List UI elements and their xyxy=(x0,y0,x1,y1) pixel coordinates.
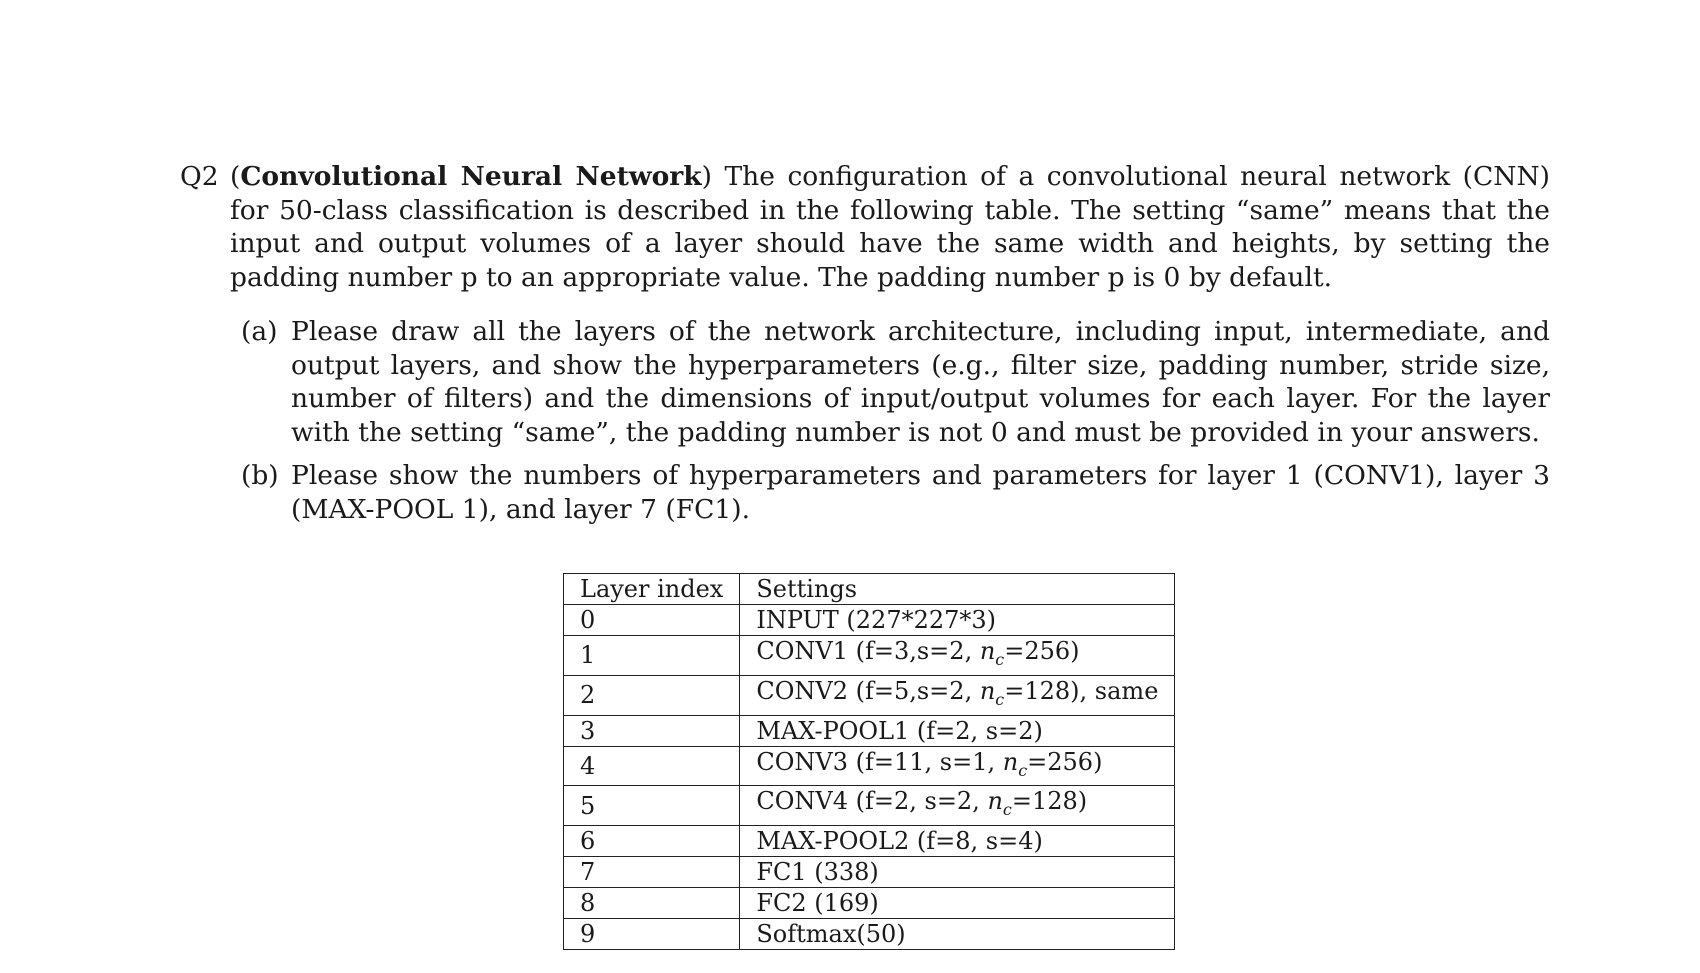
layer-index-cell: 1 xyxy=(564,636,740,676)
table-row xyxy=(564,826,1175,857)
header-settings: Settings xyxy=(740,574,1175,605)
question-text xyxy=(230,160,1550,294)
layer-config-table xyxy=(563,573,1175,950)
part-b-label: (b) xyxy=(241,460,279,491)
layer-index-cell: 2 xyxy=(564,675,740,715)
question-title: Convolutional Neural Network xyxy=(240,161,702,192)
layer-index-cell: 0 xyxy=(564,605,740,636)
question-parts xyxy=(241,315,1550,536)
question-body: The configuration of a convolutional neural network (CNN) for 50-class classification is described in the following table. The setting “same” means that the input and output volumes of a layer should have the same width and heights, by setting the padding number p to an appropriate value. The padding number p is 0 by default. xyxy=(230,161,1550,293)
title-open-paren: ( xyxy=(230,161,241,192)
header-layer-index: Layer index xyxy=(564,574,740,605)
table-row xyxy=(564,786,1175,826)
question-block xyxy=(180,160,1550,294)
layer-index-cell: 3 xyxy=(564,715,740,746)
table-row xyxy=(564,715,1175,746)
layer-index-cell: 8 xyxy=(564,888,740,919)
part-a xyxy=(241,315,1550,449)
layer-settings-cell: Softmax(50) xyxy=(740,919,1175,950)
part-a-text: Please draw all the layers of the network architecture, including input, intermediate, and output layers, and show the hyperparameters (e.g., filter size, padding number, stride size, number of filters) and the dimensions of input/output volumes for each layer. For the layer with the setting “same”, the padding number is not 0 and must be provided in your answers. xyxy=(291,316,1550,448)
table-header-row xyxy=(564,574,1175,605)
title-close-paren: ) xyxy=(701,161,712,192)
part-a-label: (a) xyxy=(241,316,278,347)
layer-settings-cell: FC2 (169) xyxy=(740,888,1175,919)
question-label: Q2 xyxy=(180,161,219,192)
part-b-text: Please show the numbers of hyperparameters and parameters for layer 1 (CONV1), layer 3 (MAX-POOL 1), and layer 7 (FC1). xyxy=(291,460,1550,525)
layer-index-cell: 7 xyxy=(564,857,740,888)
layer-index-cell: 5 xyxy=(564,786,740,826)
table-row xyxy=(564,857,1175,888)
layer-settings-cell: MAX-POOL1 (f=2, s=2) xyxy=(740,715,1175,746)
layer-settings-cell: CONV4 (f=2, s=2, $n_c=128$) xyxy=(740,786,1175,826)
layer-settings-cell: CONV3 (f=11, s=1, $n_c=256$) xyxy=(740,746,1175,786)
table-row xyxy=(564,605,1175,636)
layer-index-cell: 6 xyxy=(564,826,740,857)
table-row xyxy=(564,919,1175,950)
layer-settings-cell: CONV1 (f=3,s=2, $n_c=256$) xyxy=(740,636,1175,676)
part-b xyxy=(241,459,1550,526)
table-row xyxy=(564,636,1175,676)
table-row xyxy=(564,888,1175,919)
layer-settings-cell: MAX-POOL2 (f=8, s=4) xyxy=(740,826,1175,857)
layer-settings-cell: INPUT (227*227*3) xyxy=(740,605,1175,636)
table-row xyxy=(564,746,1175,786)
table-row xyxy=(564,675,1175,715)
layer-index-cell: 4 xyxy=(564,746,740,786)
layer-settings-cell: CONV2 (f=5,s=2, $n_c=128$), same xyxy=(740,675,1175,715)
layer-settings-cell: FC1 (338) xyxy=(740,857,1175,888)
layer-index-cell: 9 xyxy=(564,919,740,950)
